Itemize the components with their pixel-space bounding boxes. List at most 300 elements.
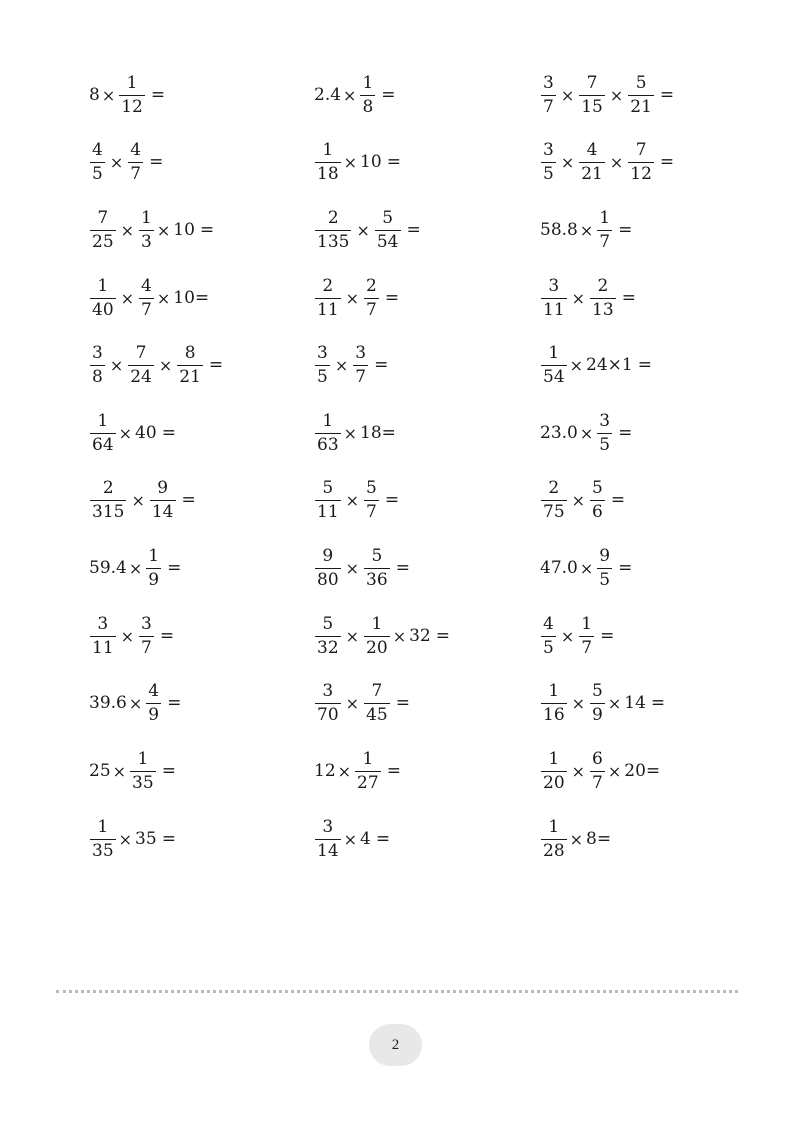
times-operator: ×	[579, 423, 594, 443]
times-operator: ×	[120, 288, 135, 308]
equals-sign: =	[659, 85, 675, 105]
number: 23.0	[540, 423, 578, 443]
denominator: 21	[581, 163, 603, 184]
number: 10=	[173, 288, 210, 308]
numerator: 1	[97, 410, 109, 431]
times-operator: ×	[118, 423, 133, 443]
denominator: 7	[355, 366, 367, 387]
denominator: 135	[317, 231, 350, 252]
numerator: 7	[97, 207, 109, 228]
fraction	[315, 680, 341, 725]
denominator: 40	[92, 299, 114, 320]
fraction	[90, 139, 105, 184]
equals-sign: =	[161, 829, 176, 849]
times-operator: ×	[560, 85, 575, 105]
denominator: 18	[317, 163, 339, 184]
math-problem	[539, 748, 661, 793]
number: 8=	[586, 829, 612, 849]
numerator: 1	[141, 207, 152, 228]
denominator: 63	[317, 434, 339, 455]
numerator: 1	[97, 816, 109, 837]
equals-sign: =	[375, 829, 391, 849]
numerator: 1	[126, 72, 138, 93]
equals-sign: =	[374, 355, 389, 375]
denominator: 7	[141, 637, 152, 658]
numerator: 4	[148, 680, 160, 701]
numerator: 1	[322, 410, 334, 431]
denominator: 5	[599, 434, 611, 455]
denominator: 9	[148, 569, 160, 590]
numerator: 2	[327, 207, 339, 228]
fraction	[541, 477, 567, 522]
fraction	[315, 477, 341, 522]
denominator: 21	[179, 366, 201, 387]
numerator: 5	[366, 477, 377, 498]
numerator: 1	[599, 207, 611, 228]
times-operator: ×	[343, 423, 358, 443]
math-problem	[88, 816, 176, 861]
numerator: 2	[366, 275, 377, 296]
times-operator: ×	[356, 220, 370, 240]
numerator: 7	[635, 139, 647, 160]
times-operator: ×	[345, 558, 360, 578]
denominator: 54	[543, 366, 565, 387]
denominator: 20	[543, 772, 565, 793]
fraction	[90, 342, 105, 387]
number: 14	[624, 693, 646, 713]
equals-sign: =	[395, 693, 410, 713]
fraction	[541, 139, 556, 184]
denominator: 11	[317, 501, 339, 522]
page-number-badge	[369, 1024, 422, 1066]
numerator: 9	[599, 545, 611, 566]
numerator: 1	[548, 680, 560, 701]
math-problem	[313, 275, 400, 320]
numerator: 5	[322, 613, 334, 634]
numerator: 1	[362, 748, 374, 769]
numerator: 3	[548, 275, 560, 296]
times-operator: ×	[156, 288, 171, 308]
numerator: 1	[581, 613, 593, 634]
math-problem	[88, 275, 210, 320]
math-problem	[88, 207, 215, 252]
numerator: 5	[322, 477, 334, 498]
denominator: 5	[317, 366, 328, 387]
equals-sign: =	[159, 626, 175, 646]
equals-sign: =	[659, 152, 675, 172]
numerator: 5	[592, 680, 603, 701]
numerator: 2	[548, 477, 560, 498]
math-problem	[88, 139, 164, 184]
number: 8	[89, 85, 100, 105]
times-operator: ×	[392, 626, 407, 646]
denominator: 9	[592, 704, 603, 725]
equals-sign: =	[384, 490, 400, 510]
fraction	[541, 275, 567, 320]
equals-sign: =	[621, 288, 636, 308]
fraction	[90, 410, 116, 455]
equals-sign: =	[199, 220, 215, 240]
denominator: 64	[92, 434, 114, 455]
denominator: 315	[92, 501, 125, 522]
math-problem	[539, 139, 675, 184]
denominator: 75	[543, 501, 565, 522]
fraction	[579, 139, 605, 184]
fraction	[119, 72, 145, 117]
fraction	[353, 342, 368, 387]
denominator: 12	[630, 163, 652, 184]
math-problem	[539, 477, 626, 522]
fraction	[364, 680, 390, 725]
fraction	[90, 275, 116, 320]
fraction	[128, 139, 143, 184]
numerator: 1	[137, 748, 149, 769]
number: 12	[314, 761, 336, 781]
number: 39.6	[89, 693, 127, 713]
numerator: 1	[548, 748, 560, 769]
times-operator: ×	[109, 355, 124, 375]
math-problem	[88, 410, 176, 455]
numerator: 3	[141, 613, 152, 634]
fraction	[90, 207, 116, 252]
times-operator: ×	[571, 490, 586, 510]
denominator: 11	[317, 299, 339, 320]
fraction	[541, 748, 567, 793]
denominator: 7	[592, 772, 603, 793]
numerator: 5	[371, 545, 383, 566]
times-operator: ×	[101, 85, 116, 105]
denominator: 20	[366, 637, 388, 658]
equals-sign: =	[161, 761, 176, 781]
dotted-divider	[56, 990, 738, 993]
equals-sign: =	[384, 288, 400, 308]
denominator: 5	[92, 163, 103, 184]
times-operator: ×	[345, 288, 360, 308]
equals-sign: =	[149, 152, 164, 172]
equals-sign: =	[386, 761, 401, 781]
number: 10	[360, 152, 382, 172]
number: 59.4	[89, 558, 127, 578]
denominator: 5	[599, 569, 611, 590]
fraction	[315, 545, 341, 590]
math-problem	[88, 545, 182, 590]
denominator: 3	[141, 231, 152, 252]
equals-sign: =	[208, 355, 224, 375]
math-problem	[88, 748, 176, 793]
number: 40	[135, 423, 157, 443]
equals-sign: =	[610, 490, 626, 510]
fraction	[146, 680, 161, 725]
denominator: 36	[366, 569, 388, 590]
times-operator: ×	[120, 626, 135, 646]
numerator: 3	[355, 342, 367, 363]
numerator: 3	[92, 342, 103, 363]
times-operator: ×	[560, 626, 575, 646]
numerator: 4	[586, 139, 598, 160]
times-operator: ×	[131, 490, 145, 510]
numerator: 3	[599, 410, 611, 431]
fraction	[541, 342, 567, 387]
math-problem	[313, 613, 450, 658]
denominator: 70	[317, 704, 339, 725]
numerator: 4	[92, 139, 103, 160]
equals-sign: =	[618, 423, 633, 443]
fraction	[315, 207, 351, 252]
equals-sign: =	[167, 558, 182, 578]
denominator: 7	[366, 299, 377, 320]
denominator: 28	[543, 840, 565, 861]
times-operator: ×	[571, 288, 586, 308]
fraction	[90, 613, 116, 658]
math-problem	[539, 72, 675, 117]
math-problem	[88, 680, 182, 725]
denominator: 8	[362, 96, 374, 117]
times-operator: ×	[343, 152, 358, 172]
math-problem	[313, 680, 410, 725]
fraction	[360, 72, 375, 117]
number: 35	[135, 829, 157, 849]
numerator: 7	[586, 72, 598, 93]
fraction	[628, 72, 654, 117]
fraction	[315, 342, 330, 387]
number: 20=	[624, 761, 661, 781]
fraction	[579, 72, 605, 117]
times-operator: ×	[571, 761, 586, 781]
number: 10	[173, 220, 195, 240]
times-operator: ×	[112, 761, 127, 781]
equals-sign: =	[618, 558, 633, 578]
numerator: 1	[548, 342, 560, 363]
math-problem	[313, 72, 396, 117]
times-operator: ×	[560, 152, 575, 172]
numerator: 3	[97, 613, 109, 634]
numerator: 9	[322, 545, 334, 566]
equals-sign: =	[650, 693, 666, 713]
numerator: 8	[184, 342, 196, 363]
times-operator: ×	[343, 85, 357, 105]
fraction	[315, 275, 341, 320]
math-problem	[539, 545, 633, 590]
denominator: 7	[130, 163, 142, 184]
denominator: 80	[317, 569, 339, 590]
numerator: 3	[543, 139, 554, 160]
denominator: 6	[592, 501, 603, 522]
equals-sign: =	[600, 626, 615, 646]
math-problem	[313, 748, 401, 793]
numerator: 9	[157, 477, 169, 498]
number: 58.8	[540, 220, 578, 240]
fraction	[130, 748, 156, 793]
numerator: 2	[322, 275, 334, 296]
fraction	[541, 680, 567, 725]
fraction	[364, 545, 390, 590]
times-operator: ×	[128, 693, 143, 713]
times-operator: ×	[109, 152, 124, 172]
times-operator: ×	[337, 761, 352, 781]
fraction	[597, 545, 612, 590]
fraction	[90, 477, 126, 522]
fraction	[315, 613, 341, 658]
times-operator: ×	[579, 220, 594, 240]
numerator: 4	[543, 613, 554, 634]
denominator: 9	[148, 704, 160, 725]
fraction	[315, 816, 341, 861]
times-operator: ×	[609, 152, 624, 172]
denominator: 25	[92, 231, 114, 252]
times-operator: ×	[345, 626, 360, 646]
number: 18=	[360, 423, 396, 443]
times-operator: ×	[579, 558, 594, 578]
denominator: 7	[366, 501, 377, 522]
denominator: 7	[599, 231, 611, 252]
number: 2.4	[314, 85, 342, 105]
times-operator: ×	[128, 558, 143, 578]
denominator: 11	[92, 637, 114, 658]
denominator: 7	[543, 96, 554, 117]
numerator: 2	[102, 477, 114, 498]
equals-sign: =	[435, 626, 450, 646]
numerator: 6	[592, 748, 603, 769]
page-number: 2	[391, 1036, 400, 1053]
number: 32	[409, 626, 431, 646]
denominator: 21	[630, 96, 652, 117]
equals-sign: =	[395, 558, 410, 578]
numerator: 3	[317, 342, 328, 363]
number: 24×1	[586, 355, 633, 375]
numerator: 1	[362, 72, 374, 93]
equals-sign: =	[386, 152, 401, 172]
fraction	[579, 613, 594, 658]
fraction	[628, 139, 654, 184]
fraction	[146, 545, 161, 590]
times-operator: ×	[118, 829, 133, 849]
times-operator: ×	[569, 829, 584, 849]
numerator: 1	[148, 545, 160, 566]
math-problem	[313, 545, 410, 590]
times-operator: ×	[607, 761, 622, 781]
denominator: 14	[317, 840, 339, 861]
times-operator: ×	[343, 829, 358, 849]
denominator: 5	[543, 163, 554, 184]
equals-sign: =	[161, 423, 176, 443]
denominator: 13	[592, 299, 614, 320]
denominator: 27	[357, 772, 379, 793]
fraction	[177, 342, 203, 387]
math-problem	[313, 207, 421, 252]
math-problem	[313, 139, 401, 184]
fraction	[590, 477, 605, 522]
number: 25	[89, 761, 111, 781]
fraction	[541, 72, 556, 117]
math-problem	[313, 410, 397, 455]
numerator: 1	[548, 816, 560, 837]
equals-sign: =	[637, 355, 652, 375]
math-problem	[539, 816, 612, 861]
fraction	[364, 613, 390, 658]
math-problem	[539, 342, 652, 387]
math-problem	[88, 477, 196, 522]
fraction	[139, 207, 154, 252]
equals-sign: =	[381, 85, 396, 105]
fraction	[90, 816, 116, 861]
math-problem	[313, 342, 389, 387]
math-problem	[88, 342, 224, 387]
fraction	[128, 342, 154, 387]
numerator: 3	[543, 72, 554, 93]
times-operator: ×	[158, 355, 173, 375]
fraction	[597, 410, 612, 455]
number: 4	[360, 829, 371, 849]
math-problem	[539, 613, 615, 658]
numerator: 5	[382, 207, 394, 228]
times-operator: ×	[569, 355, 584, 375]
fraction	[139, 275, 154, 320]
fraction	[355, 748, 381, 793]
math-problem	[88, 613, 175, 658]
denominator: 45	[366, 704, 388, 725]
fraction	[375, 207, 401, 252]
denominator: 12	[121, 96, 143, 117]
times-operator: ×	[607, 693, 622, 713]
fraction	[597, 207, 612, 252]
math-problem	[539, 680, 666, 725]
numerator: 3	[322, 816, 334, 837]
denominator: 8	[92, 366, 103, 387]
math-problem	[313, 477, 400, 522]
fraction	[315, 410, 341, 455]
denominator: 35	[132, 772, 154, 793]
numerator: 2	[597, 275, 609, 296]
math-problem	[539, 207, 633, 252]
denominator: 24	[130, 366, 152, 387]
numerator: 3	[322, 680, 334, 701]
fraction	[150, 477, 176, 522]
times-operator: ×	[156, 220, 171, 240]
fraction	[541, 613, 556, 658]
math-problem	[539, 275, 636, 320]
math-problem	[313, 816, 391, 861]
denominator: 15	[581, 96, 603, 117]
fraction	[315, 139, 341, 184]
numerator: 7	[135, 342, 147, 363]
number: 47.0	[540, 558, 578, 578]
equals-sign: =	[406, 220, 421, 240]
math-problem	[88, 72, 166, 117]
numerator: 4	[141, 275, 152, 296]
fraction	[590, 275, 616, 320]
denominator: 54	[376, 231, 399, 252]
numerator: 4	[130, 139, 142, 160]
numerator: 1	[97, 275, 109, 296]
numerator: 5	[592, 477, 603, 498]
times-operator: ×	[609, 85, 624, 105]
times-operator: ×	[345, 693, 360, 713]
denominator: 35	[92, 840, 114, 861]
fraction	[590, 748, 605, 793]
numerator: 1	[371, 613, 383, 634]
numerator: 1	[322, 139, 334, 160]
equals-sign: =	[167, 693, 182, 713]
denominator: 5	[543, 637, 554, 658]
fraction	[541, 816, 567, 861]
fraction	[139, 613, 154, 658]
denominator: 7	[141, 299, 152, 320]
times-operator: ×	[334, 355, 349, 375]
numerator: 7	[371, 680, 383, 701]
times-operator: ×	[571, 693, 586, 713]
denominator: 14	[151, 501, 174, 522]
equals-sign: =	[618, 220, 633, 240]
